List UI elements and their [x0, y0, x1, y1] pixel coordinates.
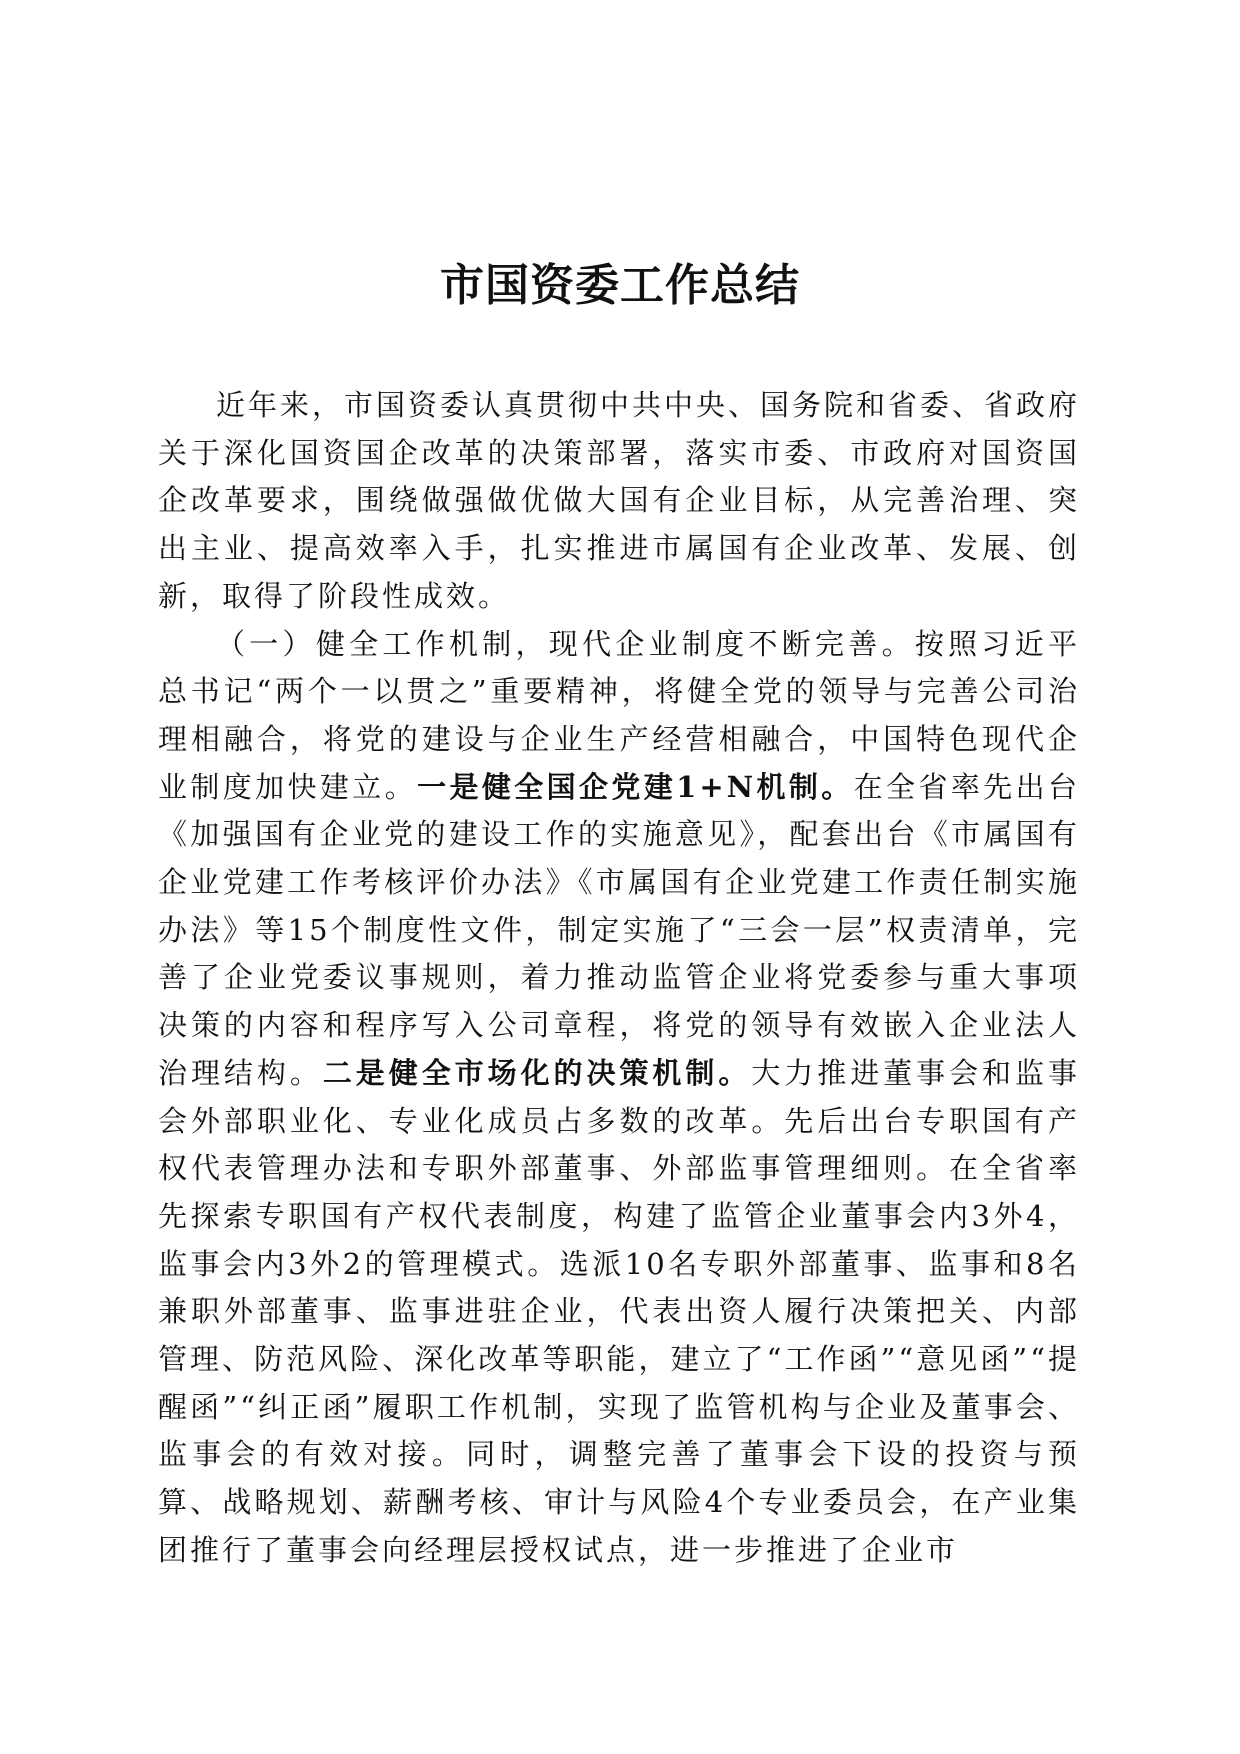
document-title: 市国资委工作总结	[440, 260, 800, 311]
section-heading: （一）健全工作机制，现代企业制度不断完善。	[216, 626, 915, 661]
point-1-text: 在全省率先出台《加强国有企业党的建设工作的实施意见》，配套出台《市属国有企业党建工作考核评价办法》《市属国有企业党建工作责任制实施办法》等15个制度性文件，制定实施了“三会一层”权责清单，完善了企业党委议事规则，着力推动监管企业将党委参与重大事项决策的内容和程序写入公司章程，将党的领导有效嵌入企业法人治理结构。	[158, 769, 1080, 1090]
paragraph-intro: 近年来，市国资委认真贯彻中共中央、国务院和省委、省政府关于深化国资国企改革的决策部署，落实市委、市政府对国资国企改革要求，围绕做强做优做大国有企业目标，从完善治理、突出主业、提高效率入手，扎实推进市属国有企业改革、发展、创新，取得了阶段性成效。	[158, 388, 1081, 613]
point-2-title: 二是健全市场化的决策机制。	[322, 1055, 752, 1090]
section-intro: 按照习近平总书记“两个一以贯之”重要精神，将健全党的领导与完善公司治理相融合，将党的建设与企业生产经营相融合，中国特色现代企业制度加快建立。	[158, 626, 1080, 804]
point-1-title: 一是健全国企党建1+N机制。	[417, 769, 854, 804]
document-body	[158, 382, 1080, 1575]
paragraph-section-1	[158, 621, 1080, 1575]
point-2-text: 大力推进董事会和监事会外部职业化、专业化成员占多数的改革。先后出台专职国有产权代表管理办法和专职外部董事、外部监事管理细则。在全省率先探索专职国有产权代表制度，构建了监管企业董事会内3外4，监事会内3外2的管理模式。选派10名专职外部董事、监事和8名兼职外部董事、监事进驻企业，代表出资人履行决策把关、内部管理、防范风险、深化改革等职能，建立了“工作函”“意见函”“提醒函”“纠正函”履职工作机制，实现了监管机构与企业及董事会、监事会的有效对接。同时，调整完善了董事会下设的投资与预算、战略规划、薪酬考核、审计与风险4个专业委员会，在产业集团推行了董事会向经理层授权试点，进一步推进了企业市	[158, 1055, 1080, 1567]
